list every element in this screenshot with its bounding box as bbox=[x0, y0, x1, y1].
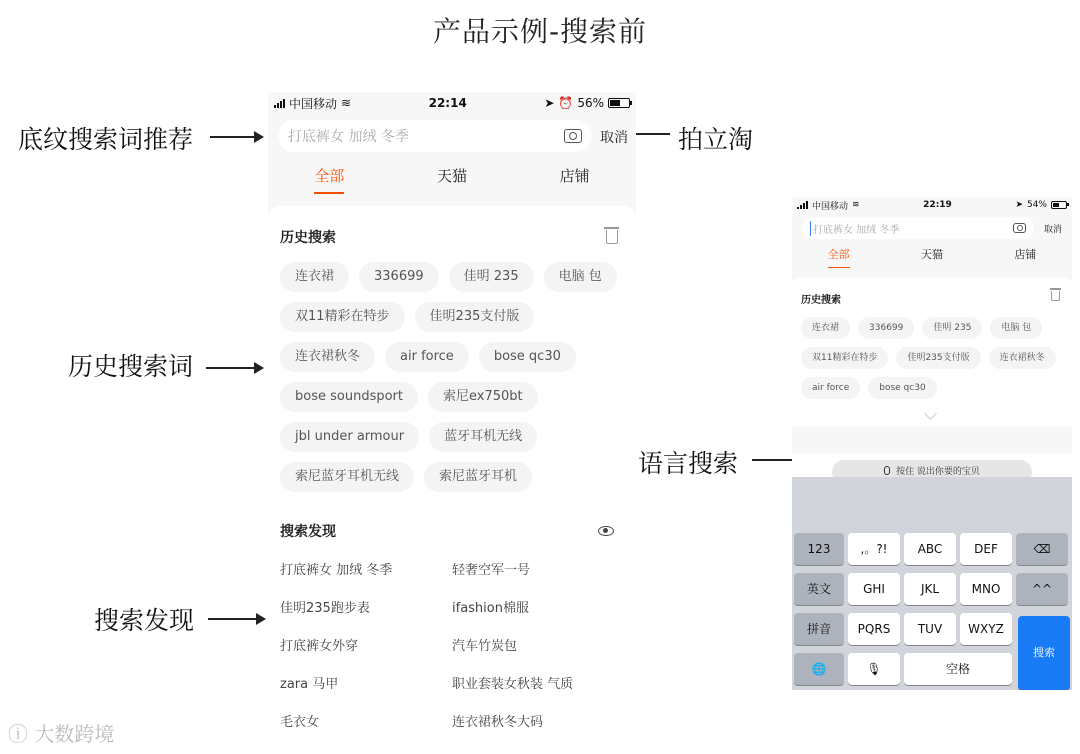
annotation-photo-search: 拍立淘 bbox=[678, 125, 754, 154]
history-chip[interactable]: 连衣裙秋冬 bbox=[280, 342, 375, 372]
annotation-hint-words: 底纹搜索词推荐 bbox=[18, 125, 194, 154]
globe-icon[interactable]: 🌐 bbox=[794, 653, 844, 685]
key-pqrs[interactable]: PQRS bbox=[848, 613, 900, 645]
history-chip[interactable]: bose qc30 bbox=[479, 342, 576, 372]
carrier-label-2: 中国移动 bbox=[812, 201, 849, 212]
tab-all[interactable]: 全部 bbox=[268, 156, 391, 200]
trash-icon[interactable] bbox=[606, 230, 618, 244]
status-bar-2 bbox=[792, 197, 1072, 213]
page-title: 产品示例-搜索前 bbox=[432, 15, 648, 48]
microphone-key-icon[interactable]: 🎙 bbox=[848, 653, 900, 685]
history-chip[interactable]: 佳明 235 bbox=[449, 262, 534, 292]
search-key[interactable]: 搜索 bbox=[1018, 616, 1070, 690]
annotation-voice-search: 语言搜索 bbox=[638, 449, 739, 478]
alarm-icon: ⏰ bbox=[558, 96, 574, 110]
signal-icon bbox=[274, 98, 285, 108]
annotation-history-words: 历史搜索词 bbox=[68, 352, 194, 381]
chevron-down-icon[interactable] bbox=[792, 407, 1072, 427]
history-chip[interactable]: 佳明235支付版 bbox=[896, 347, 980, 369]
history-list bbox=[280, 262, 630, 492]
key-def[interactable]: DEF bbox=[960, 533, 1012, 565]
history-chip[interactable]: 双11精彩在特步 bbox=[280, 302, 405, 332]
signal-icon bbox=[797, 201, 808, 209]
tab-shop-2[interactable]: 店铺 bbox=[1014, 248, 1037, 261]
history-chip[interactable]: 佳明235支付版 bbox=[415, 302, 535, 332]
status-bar bbox=[268, 92, 636, 114]
camera-icon[interactable] bbox=[1013, 223, 1026, 233]
voice-label: 按住 说出你要的宝贝 bbox=[896, 467, 980, 477]
key-wxyz[interactable]: WXYZ bbox=[960, 613, 1012, 645]
watermark: ⓘ 大数跨境 bbox=[8, 722, 115, 746]
search-input[interactable] bbox=[278, 120, 592, 152]
voice-phone-screen bbox=[792, 197, 1072, 690]
discover-item[interactable]: 连衣裙秋冬大码 bbox=[452, 715, 544, 730]
annotation-discover: 搜索发现 bbox=[94, 606, 195, 635]
trash-icon[interactable] bbox=[1051, 291, 1060, 301]
history-title-2: 历史搜索 bbox=[801, 295, 841, 306]
arrow-history-words bbox=[206, 367, 262, 369]
discover-item[interactable]: 职业套装女秋装 气质 bbox=[452, 677, 574, 692]
history-chip[interactable]: jbl under armour bbox=[280, 422, 419, 452]
key-abc[interactable]: ABC bbox=[904, 533, 956, 565]
history-chip[interactable]: 佳明 235 bbox=[922, 317, 982, 339]
discover-item[interactable]: ifashion棉服 bbox=[452, 601, 529, 616]
tab-shop[interactable]: 店铺 bbox=[559, 167, 590, 185]
key-123[interactable]: 123 bbox=[794, 533, 844, 565]
battery-percent: 56% bbox=[577, 96, 604, 110]
history-chip[interactable]: 索尼蓝牙耳机无线 bbox=[280, 462, 414, 492]
keyboard bbox=[792, 477, 1072, 690]
history-chip[interactable]: air force bbox=[385, 342, 469, 372]
space-key[interactable]: 空格 bbox=[904, 653, 1012, 685]
search-tabs-2 bbox=[792, 241, 1072, 271]
discover-item[interactable]: 佳明235跑步表 bbox=[280, 601, 370, 616]
discover-title: 搜索发现 bbox=[280, 524, 336, 540]
history-chip[interactable]: 蓝牙耳机无线 bbox=[429, 422, 537, 452]
main-phone-screen bbox=[268, 92, 636, 754]
history-chip[interactable]: 电脑 包 bbox=[544, 262, 617, 292]
discover-item[interactable]: 汽车竹炭包 bbox=[452, 639, 518, 654]
discover-item[interactable]: zara 马甲 bbox=[280, 677, 339, 692]
wifi-icon: ≋ bbox=[341, 96, 352, 110]
history-chip[interactable]: 连衣裙 bbox=[801, 317, 850, 339]
arrow-hint-words bbox=[210, 136, 262, 138]
status-time: 22:14 bbox=[428, 96, 467, 110]
battery-percent-2: 54% bbox=[1026, 200, 1047, 210]
tab-tmall[interactable]: 天猫 bbox=[437, 167, 468, 185]
discover-item[interactable]: 毛衣女 bbox=[280, 715, 320, 730]
history-chip[interactable]: 双11精彩在特步 bbox=[801, 347, 888, 369]
tab-all-2[interactable]: 全部 bbox=[792, 241, 885, 271]
key-english[interactable]: 英文 bbox=[794, 573, 844, 605]
history-list-2 bbox=[801, 317, 1063, 399]
key-punct[interactable]: ,。?! bbox=[848, 533, 900, 565]
battery-icon bbox=[608, 98, 630, 108]
key-ghi[interactable]: GHI bbox=[848, 573, 900, 605]
history-chip[interactable]: 连衣裙秋冬 bbox=[989, 347, 1056, 369]
key-mno[interactable]: MNO bbox=[960, 573, 1012, 605]
cancel-button-2[interactable]: 取消 bbox=[1044, 225, 1063, 235]
eye-icon[interactable] bbox=[598, 526, 614, 536]
discover-list bbox=[280, 552, 624, 742]
wifi-icon: ≋ bbox=[852, 200, 860, 210]
camera-icon[interactable] bbox=[564, 129, 582, 143]
search-input-2[interactable] bbox=[802, 217, 1034, 239]
discover-item[interactable]: 打底裤女外穿 bbox=[280, 639, 359, 654]
cancel-button[interactable]: 取消 bbox=[600, 130, 628, 146]
watermark-text: 大数跨境 bbox=[34, 722, 115, 746]
history-chip[interactable]: 336699 bbox=[858, 317, 914, 339]
tab-tmall-2[interactable]: 天猫 bbox=[920, 248, 943, 261]
carrier-label: 中国移动 bbox=[289, 96, 338, 111]
discover-item[interactable]: 轻奢空军一号 bbox=[452, 563, 531, 578]
microphone-icon bbox=[884, 466, 890, 475]
history-chip[interactable]: bose soundsport bbox=[280, 382, 418, 412]
arrow-discover bbox=[208, 618, 264, 620]
search-tabs bbox=[268, 156, 636, 200]
history-chip[interactable]: 索尼蓝牙耳机 bbox=[424, 462, 532, 492]
search-placeholder: 打底裤女 加绒 冬季 bbox=[288, 129, 409, 145]
history-chip[interactable]: air force bbox=[801, 377, 860, 399]
search-panel bbox=[268, 206, 636, 754]
history-chip[interactable]: 索尼ex750bt bbox=[428, 382, 538, 412]
location-icon: ➤ bbox=[544, 96, 555, 110]
key-emoji[interactable]: ^^ bbox=[1016, 573, 1068, 605]
history-chip[interactable]: 电脑 包 bbox=[990, 317, 1042, 339]
search-panel-2 bbox=[792, 277, 1072, 407]
discover-item[interactable]: 打底裤女 加绒 冬季 bbox=[280, 563, 393, 578]
history-title: 历史搜索 bbox=[280, 230, 336, 246]
history-chip[interactable]: bose qc30 bbox=[868, 377, 936, 399]
history-chip[interactable]: 连衣裙 bbox=[280, 262, 349, 292]
battery-icon bbox=[1051, 201, 1067, 209]
key-jkl[interactable]: JKL bbox=[904, 573, 956, 605]
key-pinyin[interactable]: 拼音 bbox=[794, 613, 844, 645]
status-time-2: 22:19 bbox=[923, 200, 952, 210]
backspace-icon[interactable]: ⌫ bbox=[1016, 533, 1068, 565]
search-placeholder-2: 打底裤女 加绒 冬季 bbox=[810, 221, 1013, 236]
history-chip[interactable]: 336699 bbox=[359, 262, 439, 292]
key-tuv[interactable]: TUV bbox=[904, 613, 956, 645]
location-icon: ➤ bbox=[1015, 200, 1023, 210]
